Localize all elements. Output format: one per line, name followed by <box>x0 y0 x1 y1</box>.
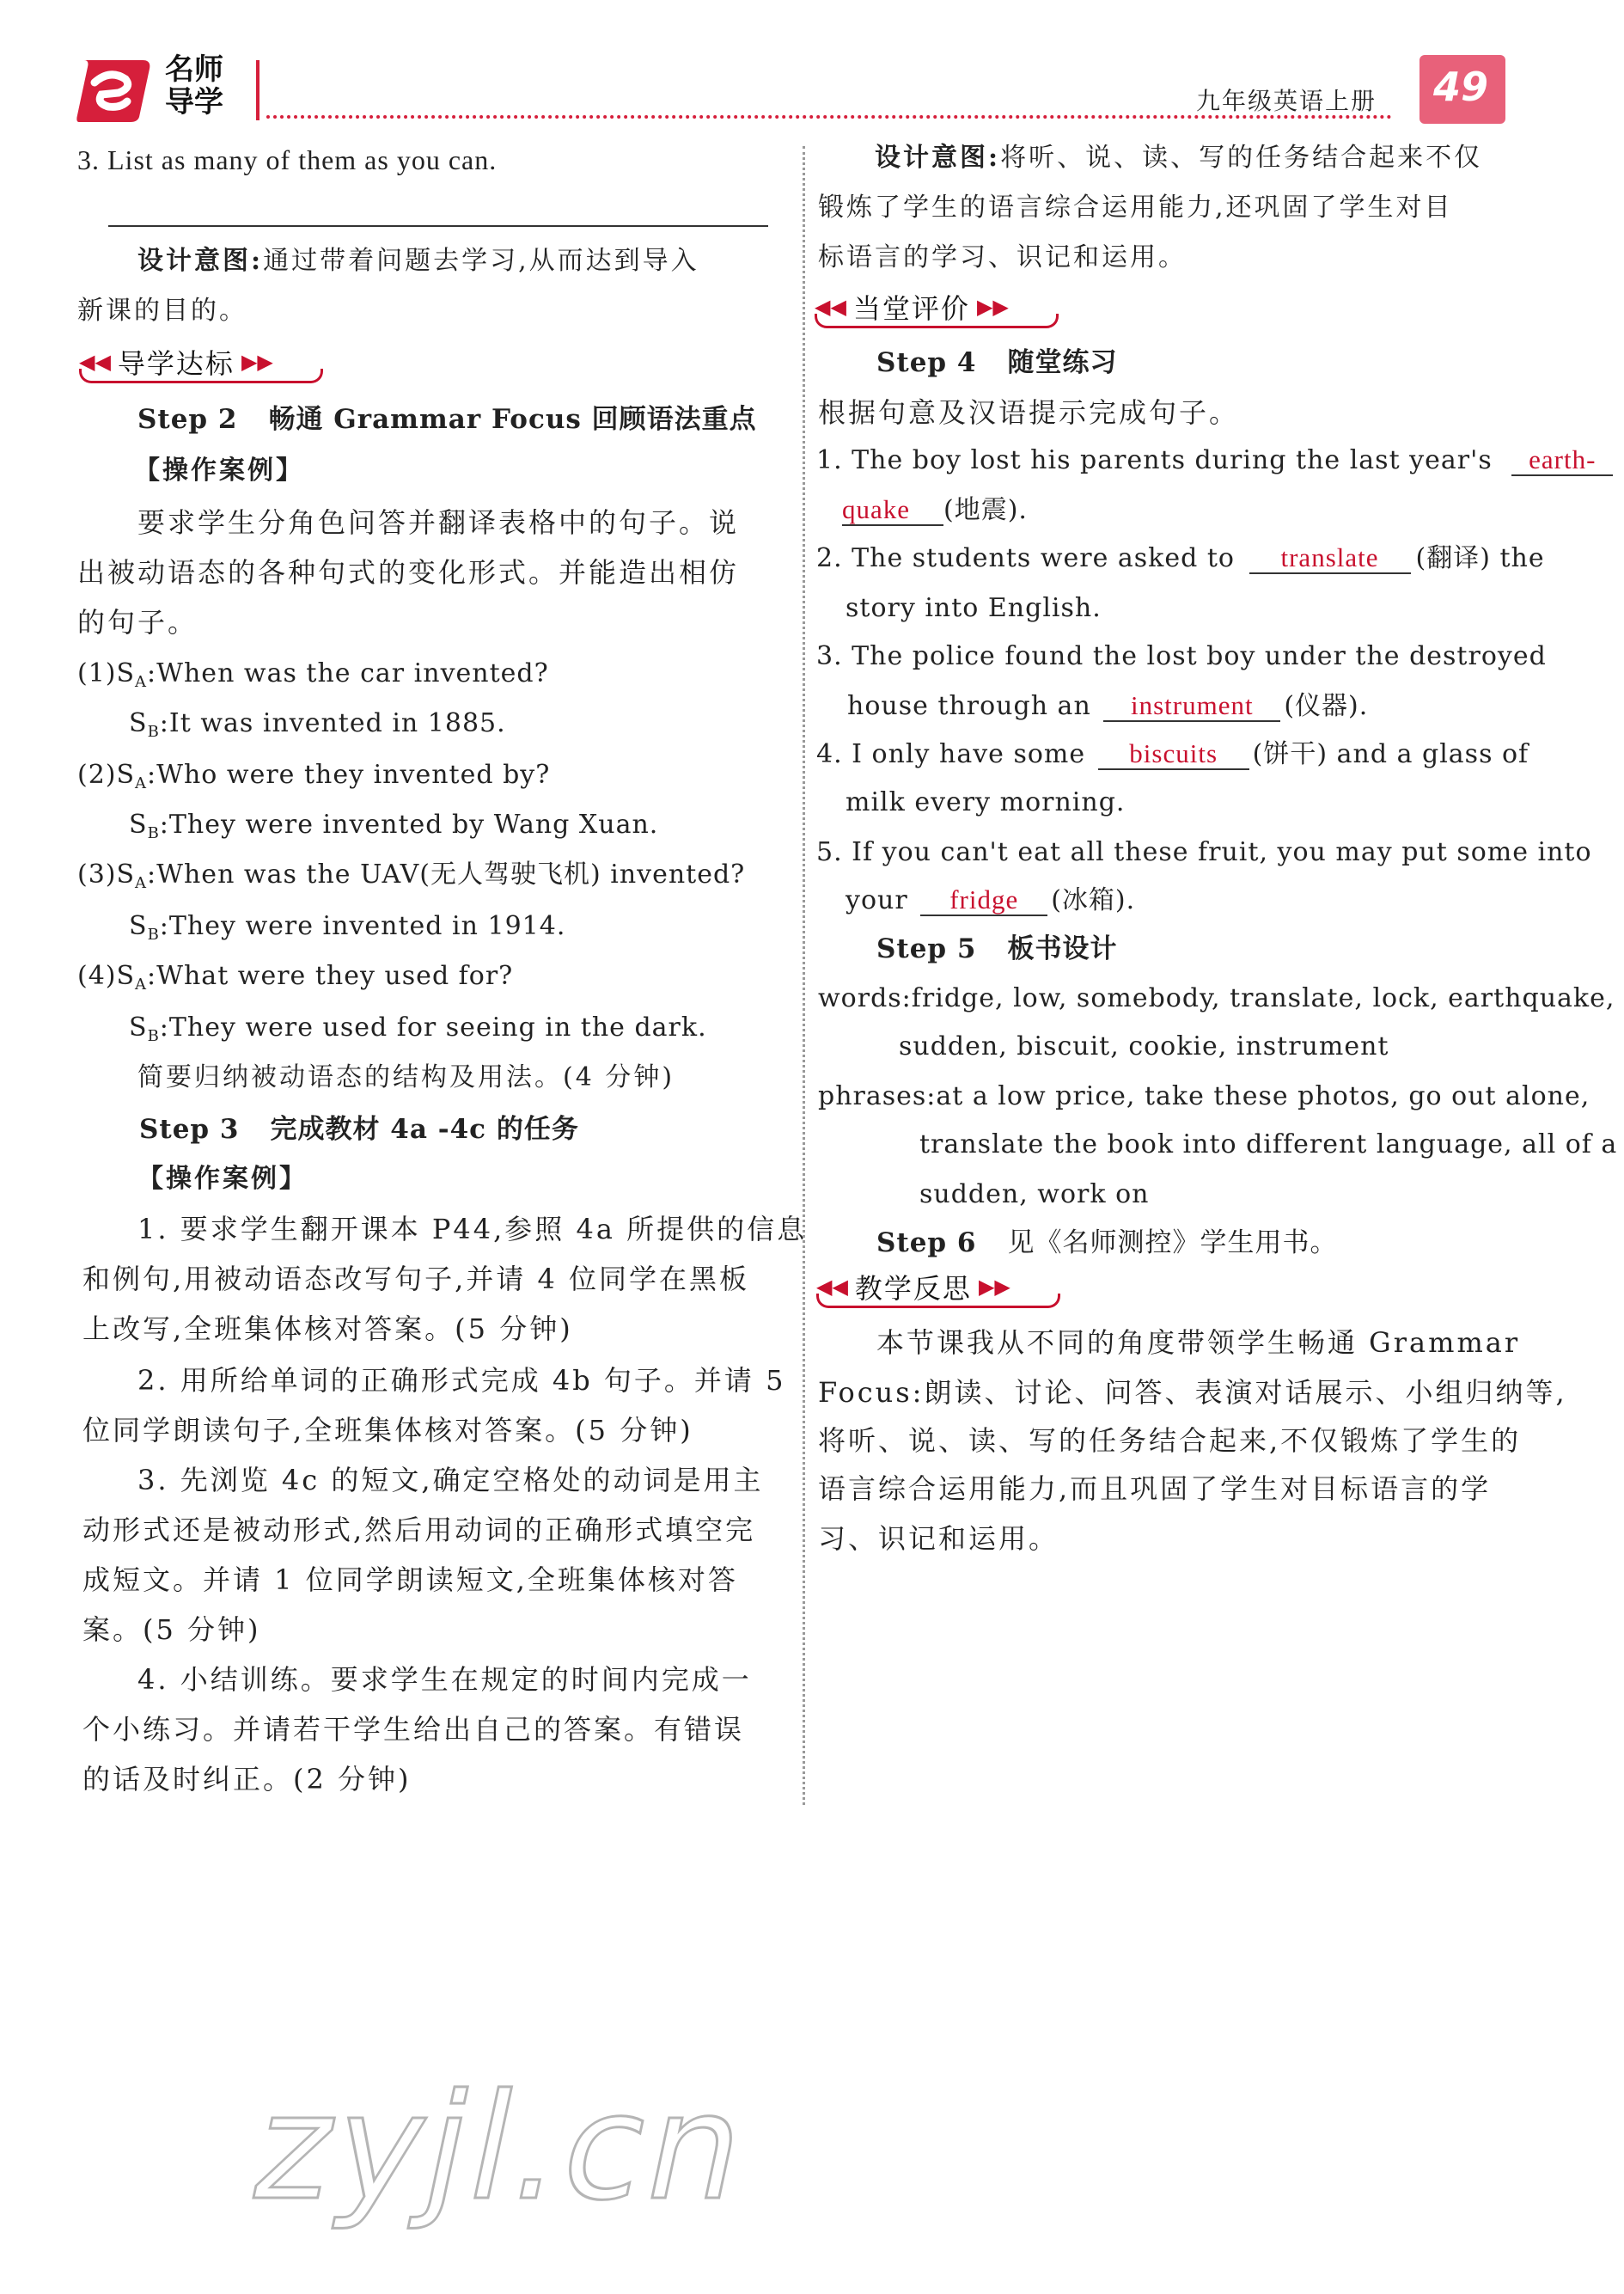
exercise-4-answer: biscuits <box>1098 739 1249 770</box>
phrases-line-2: translate the book into different language, all of a <box>919 1129 1618 1159</box>
step2-p3: 的句子。 <box>77 606 198 639</box>
dialog-2a <box>77 758 550 801</box>
double-right-arrow-icon: ▶▶ <box>978 1275 1010 1299</box>
phrases-line-3: sudden, work on <box>919 1179 1150 1209</box>
step3-label: Step 3 <box>139 1114 240 1145</box>
step4-label: Step 4 <box>876 347 977 378</box>
logo-line-2: 导学 <box>165 85 223 119</box>
intent-text: 通过带着问题去学习,从而达到导入 <box>263 246 699 276</box>
dialog-3b-text: :They were invented in 1914. <box>159 911 566 941</box>
exercise-1-answer-part2: quake <box>842 495 943 526</box>
section-daoxue-title: 导学达标 <box>117 347 235 380</box>
exercise-3b <box>847 689 1368 724</box>
exercise-3-answer: instrument <box>1103 691 1280 722</box>
exercise-2-answer: translate <box>1249 543 1411 574</box>
dialog-4a-text: :What were they used for? <box>147 961 514 991</box>
reflection-4: 语言综合运用能力,而且巩固了学生对目标语言的学 <box>818 1472 1492 1505</box>
intent-label: 设计意图: <box>137 246 264 276</box>
double-left-arrow-icon: ◀◀ <box>79 350 111 374</box>
step3-2b: 位同学朗读句子,全班集体核对答案。(5 分钟) <box>82 1414 693 1447</box>
exercise-5-text: your <box>846 885 908 915</box>
dialog-4a <box>77 959 513 1002</box>
dialog-1a-text: :When was the car invented? <box>147 658 549 688</box>
section-pingjia <box>815 287 1059 327</box>
dialog-1a-sub: A <box>135 673 148 691</box>
exercise-1-answer-part1: earth- <box>1511 445 1613 476</box>
step4-instruction: 根据句意及汉语提示完成句子。 <box>818 396 1240 429</box>
section-bracket <box>815 314 1059 328</box>
reflection-2: Focus:朗读、讨论、问答、表演对话展示、小组归纳等, <box>818 1376 1567 1409</box>
watermark: zyjl.cn <box>239 2063 764 2233</box>
dialog-2b <box>129 808 658 851</box>
dialog-2a-speaker: (2)S <box>77 760 136 790</box>
double-right-arrow-icon: ▶▶ <box>976 295 1009 319</box>
reflection-1: 本节课我从不同的角度带领学生畅通 Grammar <box>876 1326 1521 1359</box>
step3-4b: 个小练习。并请若干学生给出自己的答案。有错误 <box>82 1713 745 1746</box>
exercise-4a <box>816 737 1529 772</box>
exercise-3a: 3. The police found the lost boy under the destroyed <box>816 641 1547 671</box>
case-label: 【操作案例】 <box>134 456 304 486</box>
section-fansi-title: 教学反思 <box>854 1272 972 1305</box>
dialog-4a-sub: A <box>135 976 148 994</box>
step3-4a: 4. 小结训练。要求学生在规定的时间内完成一 <box>137 1663 752 1696</box>
reflection-3: 将听、说、读、写的任务结合起来,不仅锻炼了学生的 <box>818 1424 1522 1457</box>
exercise-4b: milk every morning. <box>846 787 1126 817</box>
step3-1c: 上改写,全班集体核对答案。(5 分钟) <box>82 1312 573 1345</box>
step4-heading <box>876 346 1117 380</box>
step2-title: 畅通 Grammar Focus 回顾语法重点 <box>268 404 757 435</box>
double-left-arrow-icon: ◀◀ <box>815 295 846 319</box>
step2-p2: 出被动语态的各种句式的变化形式。并能造出相仿 <box>77 556 740 589</box>
dialog-1b-speaker: S <box>129 708 148 738</box>
page-number-text: 49 <box>1433 64 1489 110</box>
step3-3d: 案。(5 分钟) <box>82 1613 261 1646</box>
exercise-5-hint: (冰箱). <box>1051 885 1136 915</box>
step2-heading <box>137 402 757 437</box>
exercise-4-text: 4. I only have some <box>816 739 1086 769</box>
dialog-3a-sub: A <box>135 874 148 892</box>
step5-heading <box>876 932 1117 966</box>
summary: 简要归纳被动语态的结构及用法。(4 分钟) <box>137 1062 675 1092</box>
dialog-1b-text: :It was invented in 1885. <box>159 708 506 738</box>
phrases-list-1: at a low price, take these photos, go out alone, <box>936 1081 1590 1111</box>
step4-title: 随堂练习 <box>1007 347 1118 378</box>
dialog-4b <box>129 1011 707 1054</box>
dialog-4b-sub: B <box>147 1027 160 1045</box>
exercise-5a: 5. If you can't eat all these fruit, you may put some into <box>816 837 1592 867</box>
step3-1b: 和例句,用被动语态改写句子,并请 4 位同学在黑板 <box>82 1263 750 1295</box>
header <box>0 0 1624 129</box>
dialog-2b-text: :They were invented by Wang Xuan. <box>159 810 659 840</box>
words-line-2: sudden, biscuit, cookie, instrument <box>899 1031 1389 1061</box>
exercise-4-hint: (饼干) and a glass of <box>1252 739 1529 769</box>
words-line-1 <box>818 982 1615 1016</box>
dialog-3a-speaker: (3)S <box>77 859 136 890</box>
dialog-3a-text: :When was the UAV(无人驾驶飞机) invented? <box>147 859 746 890</box>
step3-4c: 的话及时纠正。(2 分钟) <box>82 1763 412 1795</box>
left-intent-2: 新课的目的。 <box>77 296 247 326</box>
step3-3a: 3. 先浏览 4c 的短文,确定空格处的动词是用主 <box>137 1464 764 1496</box>
logo-icon <box>76 53 155 124</box>
column-divider <box>803 146 805 1805</box>
exercise-3-text: house through an <box>847 691 1091 721</box>
left-q3-answer-line <box>108 225 768 227</box>
right-intent-3: 标语言的学习、识记和运用。 <box>818 242 1187 272</box>
dialog-4b-text: :They were used for seeing in the dark. <box>159 1012 707 1043</box>
step3-title: 完成教材 4a -4c 的任务 <box>270 1114 579 1145</box>
page-number <box>1419 55 1505 124</box>
left-q3: 3. List as many of them as you can. <box>77 144 498 175</box>
dialog-2a-sub: A <box>135 774 148 792</box>
double-left-arrow-icon: ◀◀ <box>816 1275 848 1299</box>
intent-label-right: 设计意图: <box>875 143 1001 173</box>
reflection-5: 习、识记和运用。 <box>818 1522 1059 1555</box>
dialog-4a-speaker: (4)S <box>77 961 136 991</box>
section-bracket <box>79 369 323 383</box>
dialog-1a-speaker: (1)S <box>77 658 136 688</box>
words-list-1: fridge, low, somebody, translate, lock, earthquake, <box>911 983 1615 1013</box>
section-bracket <box>816 1294 1060 1308</box>
exercise-1b <box>842 493 1028 528</box>
step2-label: Step 2 <box>137 404 238 435</box>
exercise-5-answer: fridge <box>920 885 1047 916</box>
section-pingjia-title: 当堂评价 <box>852 292 970 325</box>
exercise-2-hint: (翻译) the <box>1415 543 1545 573</box>
right-intent-1 <box>875 141 1482 175</box>
dialog-2b-sub: B <box>147 824 160 842</box>
right-intent-2: 锻炼了学生的语言综合运用能力,还巩固了学生对目 <box>818 193 1453 223</box>
dialog-3a <box>77 858 745 901</box>
exercise-1-text: 1. The boy lost his parents during the last year's <box>816 445 1493 475</box>
phrases-label: phrases: <box>818 1081 937 1111</box>
exercise-2-text: 2. The students were asked to <box>816 543 1235 573</box>
left-intent-1 <box>137 244 699 278</box>
logo-divider <box>256 60 259 120</box>
exercise-2a <box>816 541 1545 576</box>
dialog-3b-sub: B <box>147 926 160 944</box>
dialog-1b-sub: B <box>147 723 160 741</box>
dialog-1b <box>129 707 506 749</box>
book-title: 九年级英语上册 <box>1196 87 1377 115</box>
logo-text <box>165 53 259 124</box>
exercise-1a <box>816 444 1613 478</box>
section-fansi <box>816 1267 1060 1306</box>
phrases-line-1 <box>818 1080 1590 1114</box>
dialog-4b-speaker: S <box>129 1012 148 1043</box>
dialog-3b <box>129 909 565 952</box>
section-daoxue <box>79 342 323 382</box>
double-right-arrow-icon: ▶▶ <box>241 350 273 374</box>
step3-heading <box>139 1112 579 1147</box>
step3-1a: 1. 要求学生翻开课本 P44,参照 4a 所提供的信息 <box>137 1213 808 1245</box>
dialog-3b-speaker: S <box>129 911 148 941</box>
intent-text-right: 将听、说、读、写的任务结合起来不仅 <box>1000 143 1483 173</box>
step2-p1: 要求学生分角色问答并翻译表格中的句子。说 <box>137 506 740 539</box>
step6-title: 见《名师测控》学生用书。 <box>1007 1227 1338 1258</box>
logo-line-1: 名师 <box>165 52 223 87</box>
dialog-2b-speaker: S <box>129 810 148 840</box>
exercise-3-hint: (仪器). <box>1284 691 1369 721</box>
exercise-5b <box>846 884 1135 918</box>
step3-3c: 成短文。并请 1 位同学朗读短文,全班集体核对答 <box>82 1563 738 1596</box>
dialog-1a <box>77 657 549 700</box>
words-label: words: <box>818 983 912 1013</box>
step5-label: Step 5 <box>876 933 977 964</box>
exercise-2b: story into English. <box>846 593 1102 623</box>
exercise-1-hint: (地震). <box>943 495 1028 525</box>
case-label-2: 【操作案例】 <box>137 1164 308 1194</box>
step5-title: 板书设计 <box>1007 933 1118 964</box>
dialog-2a-text: :Who were they invented by? <box>147 760 551 790</box>
step3-2a: 2. 用所给单词的正确形式完成 4b 句子。并请 5 <box>137 1364 786 1397</box>
step6-heading <box>876 1226 1337 1260</box>
step3-3b: 动形式还是被动形式,然后用动词的正确形式填空完 <box>82 1514 756 1546</box>
step6-label: Step 6 <box>876 1227 977 1258</box>
